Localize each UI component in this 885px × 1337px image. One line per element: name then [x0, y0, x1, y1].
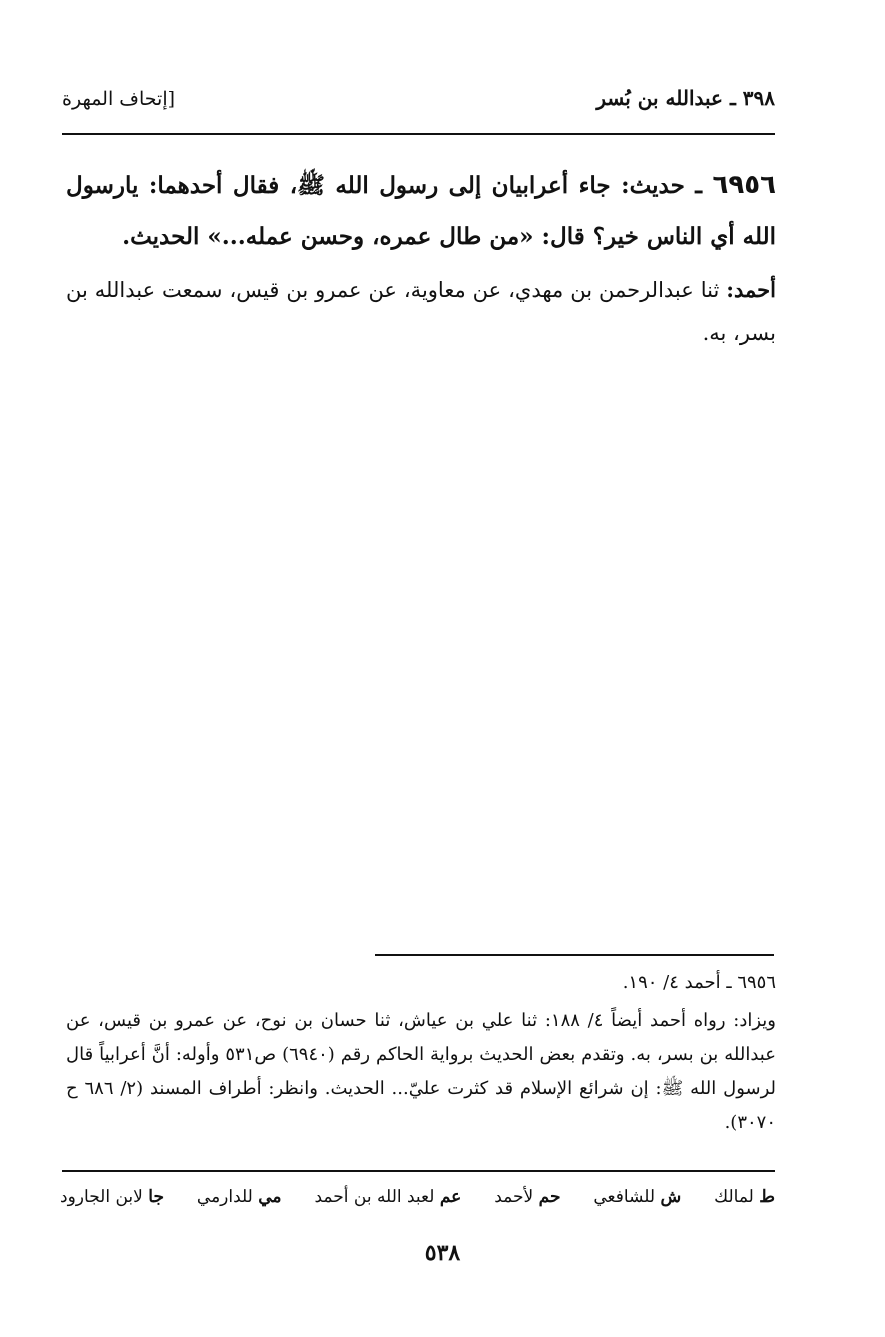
abbreviation-label: للشافعي	[593, 1187, 656, 1207]
isnad-paragraph	[66, 268, 776, 355]
footnote-reference: ٦٩٥٦ ـ أحمد ٤/ ١٩٠.	[622, 972, 776, 993]
abbreviation-code: حم	[538, 1187, 561, 1207]
abbreviation-item	[714, 1187, 775, 1207]
section-title: ٣٩٨ ـ عبدالله بن بُسر	[596, 86, 775, 110]
hadith-number: ٦٩٥٦	[712, 170, 776, 200]
abbreviation-item	[60, 1187, 164, 1207]
abbreviations-key	[60, 1187, 775, 1207]
abbreviation-code: ط	[759, 1187, 775, 1207]
footnote-addition: ويزاد: رواه أحمد أيضاً ٤/ ١٨٨: ثنا علي بن عياش، ثنا حسان بن نوح، عن عمرو بن قيس، عن عبدالله بن بسر، به. وتقدم بعض الحديث برواية الحاكم رقم (٦٩٤٠) ص٥٣١ وأوله: أنَّ أعرابياً قال لرسول الله ﷺ: إن شرائع الإسلام قد كثرت عليّ... الحديث. وانظر: أطراف المسند (٢/ ٦٨٦ ح ٣٠٧٠).	[66, 1010, 776, 1133]
abbreviation-code: ش	[660, 1187, 682, 1207]
book-title: [إتحاف المهرة	[62, 88, 176, 110]
abbreviation-code: عم	[439, 1187, 462, 1207]
abbreviation-label: لعبد الله بن أحمد	[314, 1187, 435, 1207]
hadith-paragraph	[66, 160, 776, 262]
abbreviation-label: لأحمد	[494, 1187, 534, 1207]
footnote-rule	[375, 954, 774, 956]
running-header	[62, 86, 775, 110]
footnotes	[66, 966, 776, 1140]
abbreviation-item	[593, 1187, 681, 1207]
abbreviation-item	[314, 1187, 461, 1207]
abbreviation-label: لمالك	[714, 1187, 754, 1207]
abbreviation-code: جا	[148, 1187, 164, 1207]
abbreviation-code: مي	[258, 1187, 282, 1207]
isnad-text: ثنا عبدالرحمن بن مهدي، عن معاوية، عن عمرو بن قيس، سمعت عبدالله بن بسر، به.	[66, 278, 776, 345]
abbreviation-item	[197, 1187, 282, 1207]
header-rule	[62, 133, 775, 135]
hadith-text: ـ حديث: جاء أعرابيان إلى رسول الله ﷺ، فقال أحدهما: يارسول الله أي الناس خير؟ قال: «من طال عمره، وحسن عمله...» الحديث.	[66, 172, 776, 250]
abbreviation-label: للدارمي	[196, 1187, 253, 1207]
isnad-narrator: أحمد:	[726, 277, 776, 302]
page-number: ٥٣٨	[424, 1240, 461, 1266]
main-text	[66, 160, 776, 355]
abbreviations-rule	[62, 1170, 775, 1172]
abbreviation-item	[494, 1187, 560, 1207]
abbreviation-label: لابن الجارود	[60, 1187, 143, 1207]
